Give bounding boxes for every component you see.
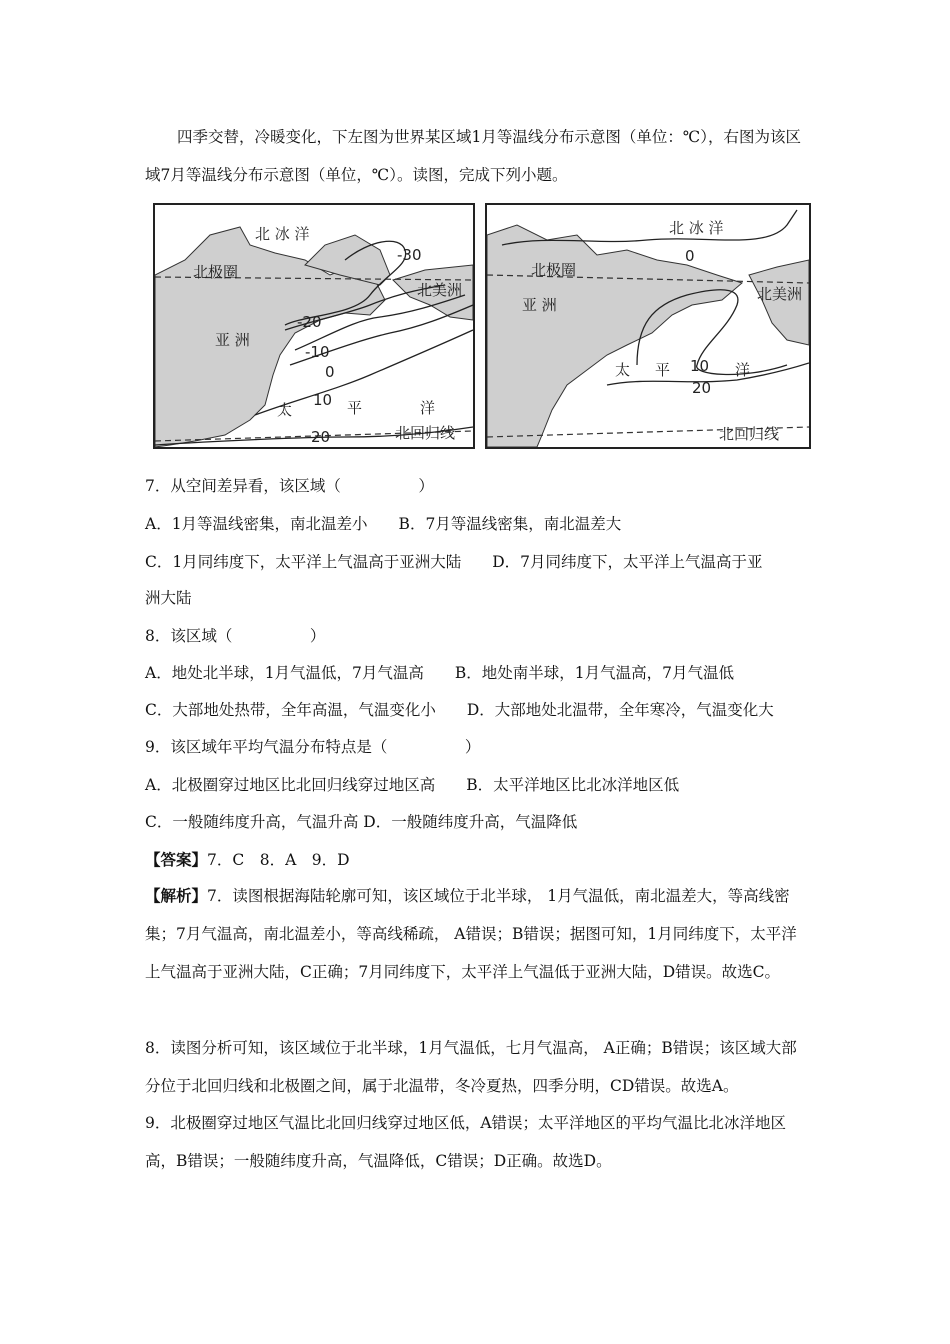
analysis-q7 xyxy=(145,877,810,991)
label-arctic-ocean: 北 冰 洋 xyxy=(255,225,310,243)
q8-options-cd: C．大部地处热带，全年高温，气温变化小 D．大部地处北温带，全年寒冷，气温变化大 xyxy=(145,701,774,719)
isotherm-label-0: 0 xyxy=(685,247,695,265)
q9-stem: 9．该区域年平均气温分布特点是（ ） xyxy=(145,738,481,756)
isotherm-label-10: 10 xyxy=(690,357,710,375)
label-arctic-circle: 北极圈 xyxy=(193,263,239,281)
q8-options-ab: A．地处北半球，1月气温低，7月气温高 B．地处南半球，1月气温高，7月气温低 xyxy=(145,664,735,682)
label-asia: 亚 洲 xyxy=(215,331,250,349)
analysis-q8: 8．读图分析可知，该区域位于北半球，1月气温低，七月气温高， A正确；B错误；该区域大部分位于北回归线和北极圈之间，属于北温带，冬冷夏热，四季分明，CD错误。故选A。 xyxy=(145,1039,797,1095)
label-pacific-3: 洋 xyxy=(735,361,751,379)
asia-landmass xyxy=(487,225,742,447)
intro-paragraph: 四季交替，冷暖变化，下左图为世界某区域1月等温线分布示意图（单位：℃），右图为该区域7月等温线分布示意图（单位，℃）。读图，完成下列小题。 xyxy=(145,128,801,184)
analysis-tag: 【解析】 xyxy=(145,886,208,905)
answer-line xyxy=(145,848,350,870)
q7-options-cd: C．1月同纬度下，太平洋上气温高于亚洲大陆 D．7月同纬度下，太平洋上气温高于亚 xyxy=(145,553,763,571)
answer-tag: 【答案】 xyxy=(145,850,208,869)
label-pacific-1: 太 xyxy=(615,361,631,379)
january-isotherm-map xyxy=(153,203,475,449)
isotherm-label-minus10: -10 xyxy=(305,343,330,361)
label-pacific-3: 洋 xyxy=(420,399,436,417)
isotherm-label-20: 20 xyxy=(692,379,712,397)
isotherm-label-minus30: -30 xyxy=(397,246,422,264)
label-pacific-2: 平 xyxy=(347,399,363,417)
label-north-america: 北美洲 xyxy=(757,285,803,303)
label-north-america: 北美洲 xyxy=(417,281,463,299)
isotherm-label-20: 20 xyxy=(311,428,331,446)
q7-options-cd-cont: 洲大陆 xyxy=(145,589,192,607)
q7-options-ab: A．1月等温线密集，南北温差小 B．7月等温线密集，南北温差大 xyxy=(145,515,622,533)
isotherm-label-minus20: -20 xyxy=(297,313,322,331)
label-arctic-circle: 北极圈 xyxy=(531,261,577,279)
label-tropic: 北回归线 xyxy=(395,424,456,442)
q9-options-cd: C．一般随纬度升高，气温升高 D．一般随纬度升高，气温降低 xyxy=(145,813,578,831)
analysis-q7-text: 7．读图根据海陆轮廓可知，该区域位于北半球， 1月气温低，南北温差大，等高线密集；7月气温高，南北温差小，等高线稀疏， A错误；B错误；据图可知，1月同纬度下，太平洋上气温高于亚洲大陆，C正确；7月同纬度下，太平洋上气温低于亚洲大陆，D错误。故选C。 xyxy=(145,887,797,981)
analysis-q9: 9．北极圈穿过地区气温比北回归线穿过地区低，A错误；太平洋地区的平均气温比北冰洋地区高，B错误；一般随纬度升高，气温降低，C错误；D正确。故选D。 xyxy=(145,1114,787,1170)
q7-stem: 7．从空间差异看，该区域（ ） xyxy=(145,477,434,495)
isotherm-label-0: 0 xyxy=(325,363,335,381)
q8-stem: 8．该区域（ ） xyxy=(145,627,326,645)
july-isotherm-map xyxy=(485,203,811,449)
label-arctic-ocean: 北 冰 洋 xyxy=(669,219,724,237)
answer-text: 7．C 8．A 9．D xyxy=(207,851,350,869)
isotherm-label-10: 10 xyxy=(313,391,333,409)
label-pacific-2: 平 xyxy=(655,361,671,379)
label-asia: 亚 洲 xyxy=(522,296,557,314)
q9-options-ab: A．北极圈穿过地区比北回归线穿过地区高 B．太平洋地区比北冰洋地区低 xyxy=(145,776,680,794)
label-tropic: 北回归线 xyxy=(719,425,780,443)
label-pacific-1: 太 xyxy=(277,401,293,419)
